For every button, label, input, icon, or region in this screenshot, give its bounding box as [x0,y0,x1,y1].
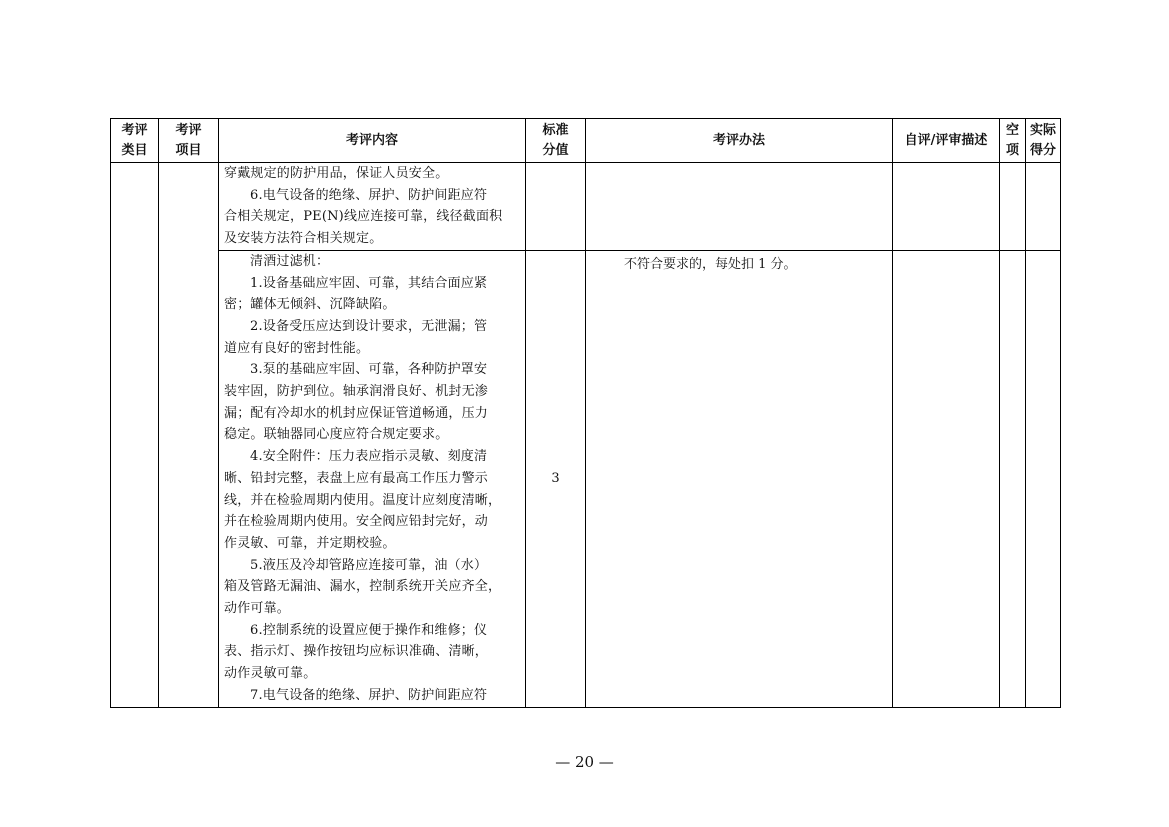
content-line: 合相关规定，PE(N)线应连接可靠，线径截面积 [224,209,503,225]
content-line: 6.电气设备的绝缘、屏护、防护间距应符 [250,187,488,203]
header-blank-line2: 项 [1005,142,1019,158]
content-line: 穿戴规定的防护用品，保证人员安全。 [224,166,449,181]
content-line: 表、指示灯、操作按钮均应标识准确、清晰， [224,644,489,660]
self-eval-cell-row2 [893,250,1000,707]
content-line: 晰、铅封完整，表盘上应有最高工作压力警示 [224,470,489,486]
content-line: 装牢固，防护到位。轴承润滑良好、机封无渗 [224,384,489,400]
table-row [111,163,1061,251]
header-category [111,119,159,163]
actual-cell-row1 [1026,163,1061,251]
content-line: 6.控制系统的设置应便于操作和维修；仪 [250,622,488,638]
content-line: 道应有良好的密封性能。 [224,340,370,356]
content-line: 动作可靠。 [224,601,291,617]
header-score-line1: 标准 [542,122,569,138]
header-actual-line1: 实际 [1029,122,1056,138]
content-cell-row2 [219,250,526,707]
content-line: 4.安全附件：压力表应指示灵敏、刻度清 [250,449,488,465]
page-number: — 20 — [555,753,614,771]
header-method: 考评办法 [586,119,893,163]
content-line: 及安装方法符合相关规定。 [224,231,383,247]
header-score [526,119,586,163]
content-cell-row1 [219,163,526,251]
content-line: 漏；配有冷却水的机封应保证管道畅通，压力 [224,405,489,421]
header-item [159,119,219,163]
method-cell-row2: 不符合要求的，每处扣 1 分。 [586,250,893,707]
content-line: 箱及管路无漏油、漏水，控制系统开关应齐全， [224,579,502,595]
table-header-row [111,119,1061,163]
blank-cell-row1 [1000,163,1026,251]
header-item-line2: 项目 [175,142,202,158]
score-cell-row1 [526,163,586,251]
actual-cell-row2 [1026,250,1061,707]
content-line: 动作灵敏可靠。 [224,666,317,682]
header-blank [1000,119,1026,163]
header-self-eval: 自评/评审描述 [893,119,1000,163]
self-eval-cell-row1 [893,163,1000,251]
content-line: 5.液压及冷却管路应连接可靠，油（水） [250,557,488,573]
header-blank-line1: 空 [1005,122,1019,138]
header-actual [1026,119,1061,163]
score-cell-row2: 3 [526,250,586,707]
content-line: 3.泵的基础应牢固、可靠，各种防护罩安 [250,362,488,378]
content-line: 7.电气设备的绝缘、屏护、防护间距应符 [250,687,488,703]
item-cell [159,163,219,708]
header-item-line1: 考评 [175,122,202,138]
header-actual-line2: 得分 [1029,142,1056,158]
blank-cell-row2 [1000,250,1026,707]
content-line: 并在检验周期内使用。安全阀应铅封完好，动 [224,514,489,530]
content-line: 稳定。联轴器同心度应符合规定要求。 [224,427,449,443]
category-cell [111,163,159,708]
header-category-line2: 类目 [121,142,148,158]
method-cell-row1 [586,163,893,251]
evaluation-table [110,118,1061,708]
content-line: 密；罐体无倾斜、沉降缺陷。 [224,297,396,313]
content-line: 线，并在检验周期内使用。温度计应刻度清晰， [224,492,502,508]
table-row [111,250,1061,707]
header-category-line1: 考评 [121,122,148,138]
content-line: 作灵敏、可靠，并定期校验。 [224,535,396,551]
content-line: 2.设备受压应达到设计要求，无泄漏；管 [250,318,488,334]
header-score-line2: 分值 [542,142,569,158]
content-line: 清酒过滤机： [250,253,330,269]
content-line: 1.设备基础应牢固、可靠，其结合面应紧 [250,275,488,291]
header-content: 考评内容 [219,119,526,163]
